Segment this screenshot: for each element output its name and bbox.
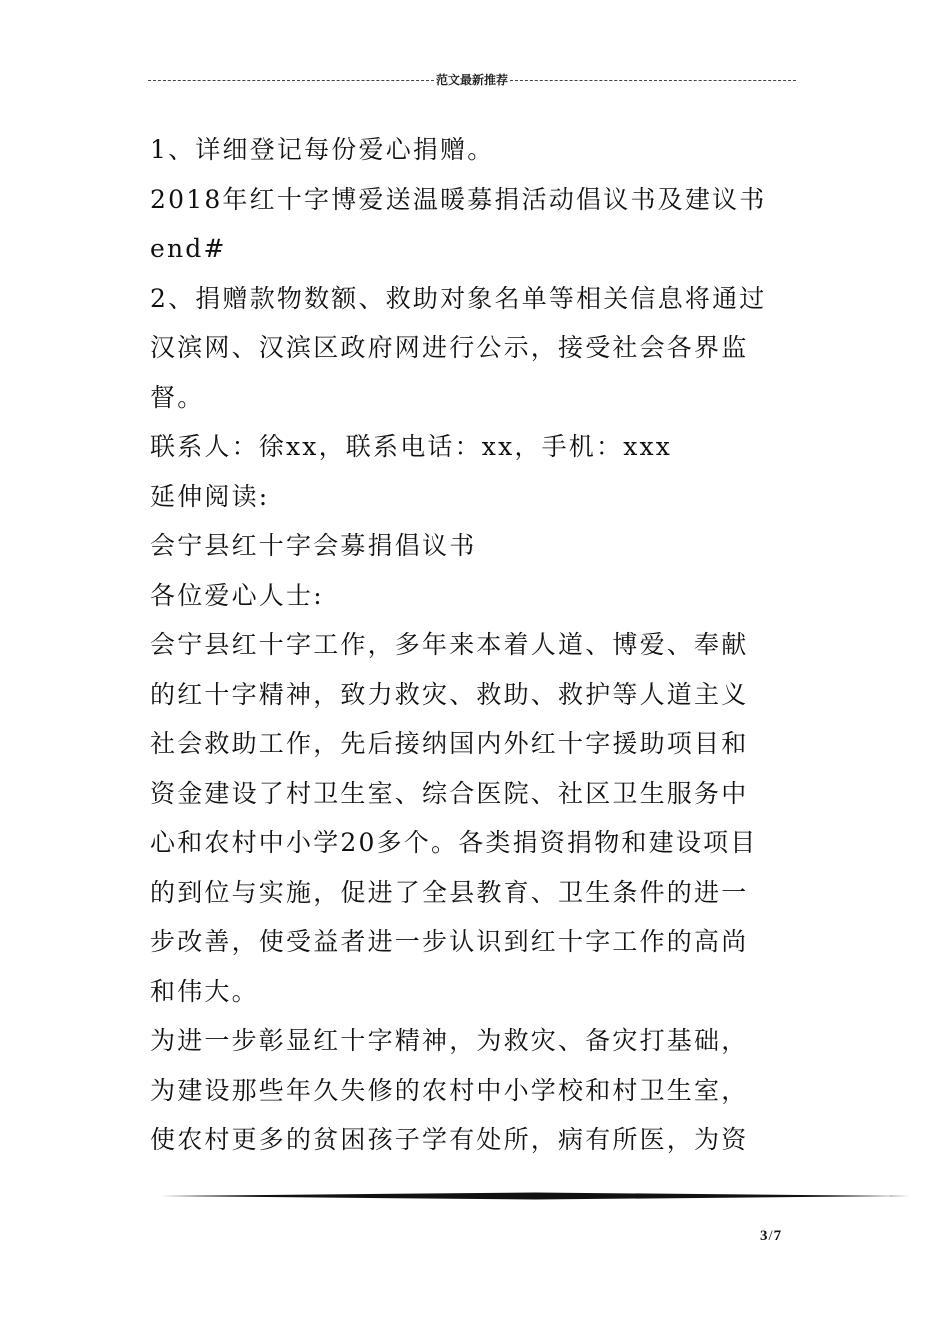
text-line: 督。 (150, 382, 205, 412)
text-line: 的到位与实施，促进了全县教育、卫生条件的进一 (150, 877, 749, 907)
page-separator: / (768, 1228, 773, 1244)
text-line: 会宁县红十字工作，多年来本着人道、博爱、奉献 (150, 630, 749, 659)
page-header (148, 70, 796, 90)
text-line: 心和农村中小学20多个。各类捐资捐物和建设项目 (150, 828, 758, 857)
text-line: 延伸阅读: (150, 481, 270, 511)
text-line: 会宁县红十字会募捐倡议书 (150, 531, 477, 560)
text-line: 汉滨网、汉滨区政府网进行公示，接受社会各界监 (150, 333, 749, 362)
page-current: 3 (760, 1228, 768, 1244)
text-line: 为进一步彰显红十字精神，为救灾、备灾打基础， (150, 1026, 749, 1055)
text-line: 的红十字精神，致力救灾、救助、救护等人道主义 (150, 679, 749, 709)
text-line: 和伟大。 (150, 976, 259, 1006)
text-line: end# (150, 234, 227, 263)
page-number (760, 1228, 820, 1245)
text-line: 为建设那些年久失修的农村中小学校和村卫生室， (150, 1075, 749, 1105)
page-total: 7 (773, 1228, 782, 1244)
text-line: 资金建设了村卫生室、综合医院、社区卫生服务中 (150, 778, 749, 808)
footer-divider (160, 1192, 910, 1200)
header-title: 范文最新推荐 (436, 73, 509, 87)
text-line: 2018年红十字博爱送温暖募捐活动倡议书及建议书 (150, 184, 767, 214)
text-line: 2、捐赠款物数额、救助对象名单等相关信息将通过 (150, 283, 767, 313)
text-line: 步改善，使受益者进一步认识到红十字工作的高尚 (150, 927, 749, 956)
header-dash-right (510, 80, 796, 81)
text-line: 联系人：徐xx，联系电话：xx，手机：xxx (150, 432, 673, 461)
document-body (150, 125, 800, 1165)
text-line: 使农村更多的贫困孩子学有处所，病有所医，为资 (150, 1125, 749, 1154)
header-dash-left (148, 80, 434, 81)
text-line: 1、详细登记每份爱心捐赠。 (150, 135, 495, 164)
text-line: 各位爱心人士: (150, 580, 324, 610)
text-line: 社会救助工作，先后接纳国内外红十字援助项目和 (150, 729, 749, 758)
